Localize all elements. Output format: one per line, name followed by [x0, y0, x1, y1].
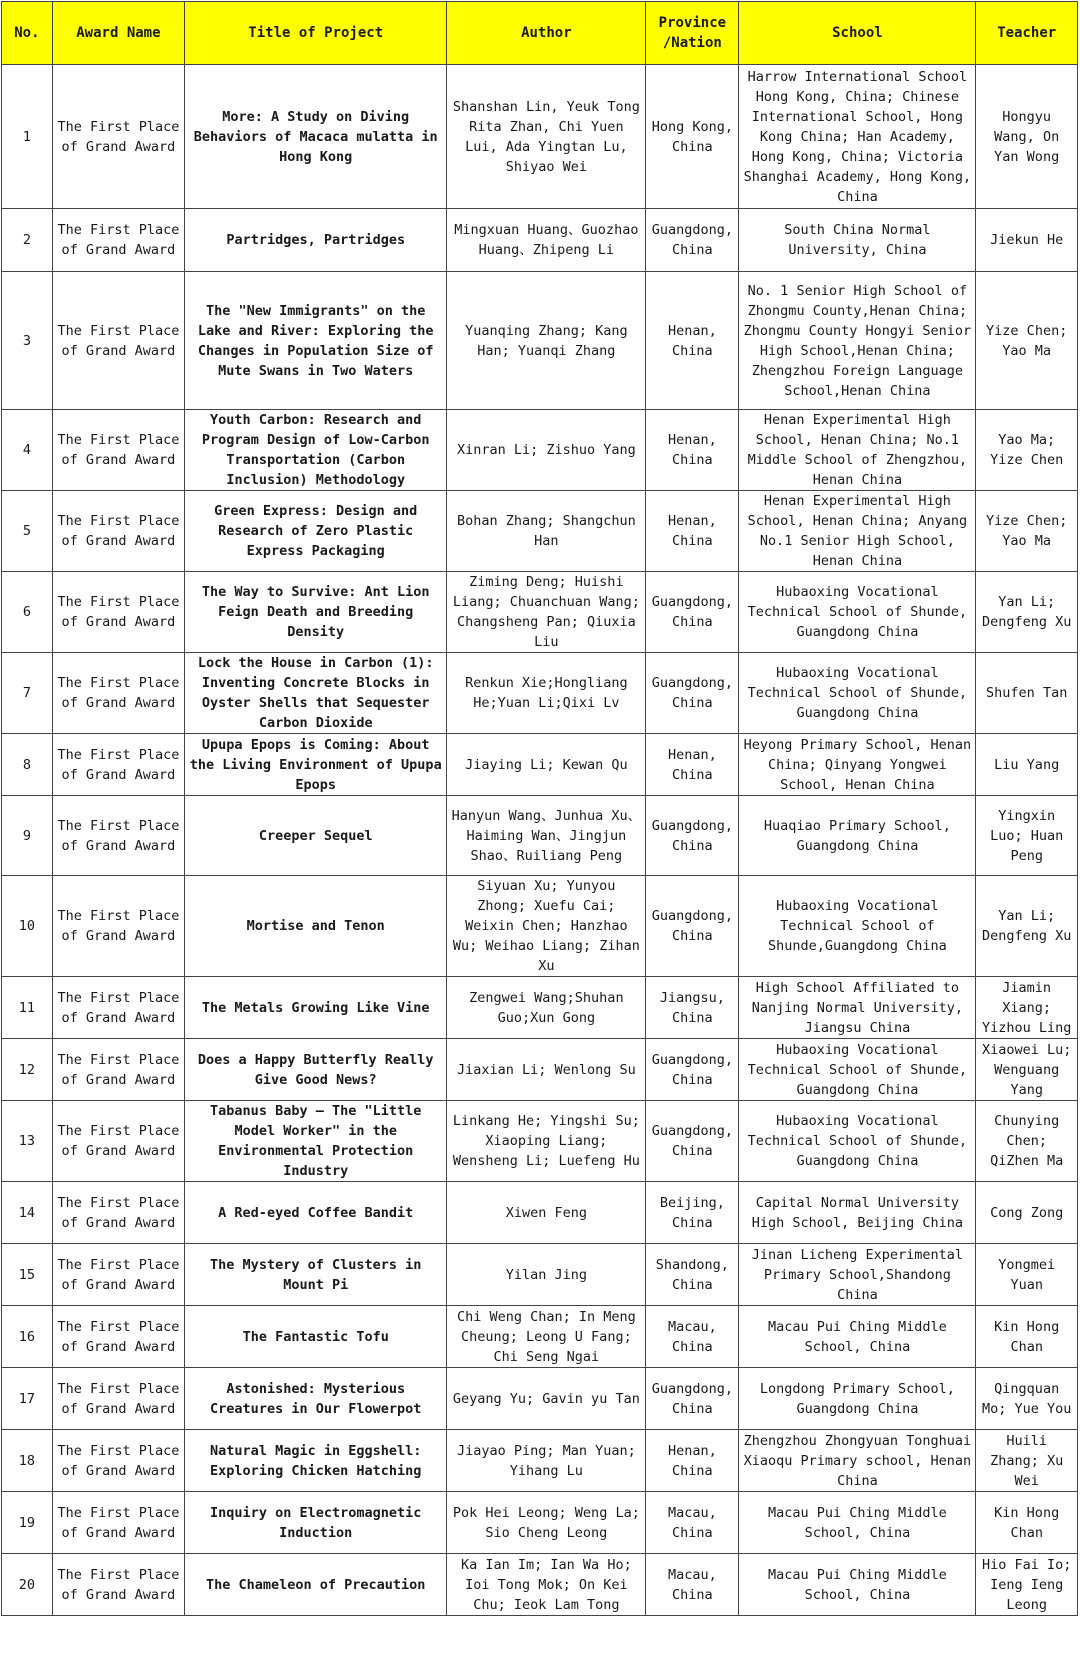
- cell-award-name: The First Place of Grand Award: [52, 410, 184, 491]
- cell-teacher: Yongmei Yuan: [976, 1244, 1078, 1306]
- cell-school: Hubaoxing Vocational Technical School of Shunde, Guangdong China: [739, 1101, 976, 1182]
- cell-teacher: Xiaowei Lu; Wenguang Yang: [976, 1039, 1078, 1101]
- cell-no: 6: [2, 572, 53, 653]
- cell-province: Guangdong, China: [646, 653, 739, 734]
- cell-title: A Red-eyed Coffee Bandit: [185, 1182, 447, 1244]
- cell-title: The Chameleon of Precaution: [185, 1554, 447, 1616]
- cell-teacher: Jiamin Xiang; Yizhou Ling: [976, 977, 1078, 1039]
- cell-province: Shandong, China: [646, 1244, 739, 1306]
- cell-award-name: The First Place of Grand Award: [52, 1101, 184, 1182]
- cell-no: 14: [2, 1182, 53, 1244]
- awards-table: [1, 1, 1078, 1616]
- cell-no: 5: [2, 491, 53, 572]
- cell-title: Astonished: Mysterious Creatures in Our Flowerpot: [185, 1368, 447, 1430]
- cell-award-name: The First Place of Grand Award: [52, 876, 184, 977]
- header-row: [2, 2, 1078, 65]
- cell-school: Longdong Primary School, Guangdong China: [739, 1368, 976, 1430]
- cell-award-name: The First Place of Grand Award: [52, 796, 184, 876]
- cell-author: Yilan Jing: [447, 1244, 646, 1306]
- table-row: [2, 1182, 1078, 1244]
- cell-title: Tabanus Baby — The "Little Model Worker" in the Environmental Protection Industry: [185, 1101, 447, 1182]
- cell-province: Guangdong, China: [646, 209, 739, 272]
- cell-award-name: The First Place of Grand Award: [52, 272, 184, 410]
- cell-title: Does a Happy Butterfly Really Give Good News?: [185, 1039, 447, 1101]
- cell-author: Chi Weng Chan; In Meng Cheung; Leong U Fang; Chi Seng Ngai: [447, 1306, 646, 1368]
- header-school: School: [739, 2, 976, 65]
- cell-author: Jiaying Li; Kewan Qu: [447, 734, 646, 796]
- cell-school: Harrow International School Hong Kong, China; Chinese International School, Hong Kong China; Han Academy, Hong Kong, China; Victoria Shanghai Academy, Hong Kong, China: [739, 65, 976, 209]
- cell-title: Creeper Sequel: [185, 796, 447, 876]
- table-body: [2, 65, 1078, 1616]
- cell-school: Hubaoxing Vocational Technical School of Shunde, Guangdong China: [739, 653, 976, 734]
- table-row: [2, 491, 1078, 572]
- cell-teacher: Kin Hong Chan: [976, 1306, 1078, 1368]
- cell-school: Hubaoxing Vocational Technical School of Shunde, Guangdong China: [739, 1039, 976, 1101]
- cell-no: 3: [2, 272, 53, 410]
- cell-no: 19: [2, 1492, 53, 1554]
- cell-author: Geyang Yu; Gavin yu Tan: [447, 1368, 646, 1430]
- table-row: [2, 272, 1078, 410]
- cell-school: Hubaoxing Vocational Technical School of Shunde,Guangdong China: [739, 876, 976, 977]
- cell-award-name: The First Place of Grand Award: [52, 1368, 184, 1430]
- cell-province: Guangdong, China: [646, 1039, 739, 1101]
- cell-teacher: Liu Yang: [976, 734, 1078, 796]
- cell-author: Siyuan Xu; Yunyou Zhong; Xuefu Cai; Weixin Chen; Hanzhao Wu; Weihao Liang; Zihan Xu: [447, 876, 646, 977]
- table-row: [2, 1244, 1078, 1306]
- header-author: Author: [447, 2, 646, 65]
- cell-author: Shanshan Lin, Yeuk Tong Rita Zhan, Chi Yuen Lui, Ada Yingtan Lu, Shiyao Wei: [447, 65, 646, 209]
- cell-award-name: The First Place of Grand Award: [52, 734, 184, 796]
- cell-province: Jiangsu, China: [646, 977, 739, 1039]
- cell-author: Xiwen Feng: [447, 1182, 646, 1244]
- cell-province: Henan, China: [646, 1430, 739, 1492]
- cell-teacher: Yan Li; Dengfeng Xu: [976, 572, 1078, 653]
- cell-teacher: Huili Zhang; Xu Wei: [976, 1430, 1078, 1492]
- cell-no: 1: [2, 65, 53, 209]
- cell-award-name: The First Place of Grand Award: [52, 209, 184, 272]
- cell-title: Upupa Epops is Coming: About the Living Environment of Upupa Epops: [185, 734, 447, 796]
- table-row: [2, 1492, 1078, 1554]
- cell-author: Pok Hei Leong; Weng La; Sio Cheng Leong: [447, 1492, 646, 1554]
- cell-school: Henan Experimental High School, Henan China; No.1 Middle School of Zhengzhou, Henan China: [739, 410, 976, 491]
- cell-province: Macau, China: [646, 1554, 739, 1616]
- cell-author: Yuanqing Zhang; Kang Han; Yuanqi Zhang: [447, 272, 646, 410]
- cell-teacher: Hio Fai Io; Ieng Ieng Leong: [976, 1554, 1078, 1616]
- cell-teacher: Cong Zong: [976, 1182, 1078, 1244]
- cell-teacher: Qingquan Mo; Yue You: [976, 1368, 1078, 1430]
- cell-title: Natural Magic in Eggshell: Exploring Chicken Hatching: [185, 1430, 447, 1492]
- table-row: [2, 209, 1078, 272]
- cell-province: Beijing, China: [646, 1182, 739, 1244]
- cell-award-name: The First Place of Grand Award: [52, 65, 184, 209]
- cell-teacher: Yize Chen; Yao Ma: [976, 272, 1078, 410]
- cell-province: Henan, China: [646, 272, 739, 410]
- cell-award-name: The First Place of Grand Award: [52, 1244, 184, 1306]
- cell-province: Guangdong, China: [646, 1101, 739, 1182]
- header-award-name: Award Name: [52, 2, 184, 65]
- cell-author: Jiayao Ping; Man Yuan; Yihang Lu: [447, 1430, 646, 1492]
- cell-author: Xinran Li; Zishuo Yang: [447, 410, 646, 491]
- cell-title: The Way to Survive: Ant Lion Feign Death and Breeding Density: [185, 572, 447, 653]
- cell-teacher: Shufen Tan: [976, 653, 1078, 734]
- table-row: [2, 653, 1078, 734]
- cell-school: Macau Pui Ching Middle School, China: [739, 1306, 976, 1368]
- cell-title: The "New Immigrants" on the Lake and River: Exploring the Changes in Population Size of Mute Swans in Two Waters: [185, 272, 447, 410]
- table-row: [2, 1554, 1078, 1616]
- cell-title: Lock the House in Carbon (1): Inventing Concrete Blocks in Oyster Shells that Sequester Carbon Dioxide: [185, 653, 447, 734]
- cell-school: Zhengzhou Zhongyuan Tonghuai Xiaoqu Primary school, Henan China: [739, 1430, 976, 1492]
- cell-school: Henan Experimental High School, Henan China; Anyang No.1 Senior High School, Henan China: [739, 491, 976, 572]
- cell-title: Mortise and Tenon: [185, 876, 447, 977]
- table-row: [2, 734, 1078, 796]
- table-row: [2, 1101, 1078, 1182]
- table-row: [2, 572, 1078, 653]
- cell-author: Renkun Xie;Hongliang He;Yuan Li;Qixi Lv: [447, 653, 646, 734]
- header-province: Province /Nation: [646, 2, 739, 65]
- cell-title: The Fantastic Tofu: [185, 1306, 447, 1368]
- cell-author: Hanyun Wang、Junhua Xu、Haiming Wan、Jingjun Shao、Ruiliang Peng: [447, 796, 646, 876]
- header-no: No.: [2, 2, 53, 65]
- cell-teacher: Yingxin Luo; Huan Peng: [976, 796, 1078, 876]
- cell-no: 15: [2, 1244, 53, 1306]
- cell-no: 9: [2, 796, 53, 876]
- cell-school: Macau Pui Ching Middle School, China: [739, 1492, 976, 1554]
- cell-title: The Mystery of Clusters in Mount Pi: [185, 1244, 447, 1306]
- cell-province: Guangdong, China: [646, 1368, 739, 1430]
- cell-award-name: The First Place of Grand Award: [52, 1306, 184, 1368]
- header-title: Title of Project: [185, 2, 447, 65]
- cell-title: Partridges, Partridges: [185, 209, 447, 272]
- cell-province: Hong Kong, China: [646, 65, 739, 209]
- cell-school: No. 1 Senior High School of Zhongmu County,Henan China; Zhongmu County Hongyi Senior High School,Henan China; Zhengzhou Foreign Language School,Henan China: [739, 272, 976, 410]
- table-row: [2, 1306, 1078, 1368]
- cell-author: Ka Ian Im; Ian Wa Ho; Ioi Tong Mok; On Kei Chu; Ieok Lam Tong: [447, 1554, 646, 1616]
- cell-no: 12: [2, 1039, 53, 1101]
- table-row: [2, 65, 1078, 209]
- cell-author: Ziming Deng; Huishi Liang; Chuanchuan Wang; Changsheng Pan; Qiuxia Liu: [447, 572, 646, 653]
- cell-no: 2: [2, 209, 53, 272]
- cell-no: 11: [2, 977, 53, 1039]
- cell-no: 13: [2, 1101, 53, 1182]
- header-teacher: Teacher: [976, 2, 1078, 65]
- cell-school: South China Normal University, China: [739, 209, 976, 272]
- table-row: [2, 796, 1078, 876]
- table-row: [2, 1368, 1078, 1430]
- cell-title: Green Express: Design and Research of Zero Plastic Express Packaging: [185, 491, 447, 572]
- cell-award-name: The First Place of Grand Award: [52, 1039, 184, 1101]
- cell-no: 16: [2, 1306, 53, 1368]
- cell-no: 7: [2, 653, 53, 734]
- cell-teacher: Yan Li; Dengfeng Xu: [976, 876, 1078, 977]
- cell-teacher: Kin Hong Chan: [976, 1492, 1078, 1554]
- table-row: [2, 876, 1078, 977]
- cell-teacher: Chunying Chen; QiZhen Ma: [976, 1101, 1078, 1182]
- cell-school: High School Affiliated to Nanjing Normal University, Jiangsu China: [739, 977, 976, 1039]
- cell-author: Jiaxian Li; Wenlong Su: [447, 1039, 646, 1101]
- cell-title: Youth Carbon: Research and Program Design of Low-Carbon Transportation (Carbon Inclusion) Methodology: [185, 410, 447, 491]
- cell-author: Zengwei Wang;Shuhan Guo;Xun Gong: [447, 977, 646, 1039]
- cell-award-name: The First Place of Grand Award: [52, 1554, 184, 1616]
- cell-province: Henan, China: [646, 734, 739, 796]
- cell-author: Linkang He; Yingshi Su; Xiaoping Liang; Wensheng Li; Luefeng Hu: [447, 1101, 646, 1182]
- cell-no: 20: [2, 1554, 53, 1616]
- cell-award-name: The First Place of Grand Award: [52, 977, 184, 1039]
- table-row: [2, 410, 1078, 491]
- cell-no: 17: [2, 1368, 53, 1430]
- cell-teacher: Yize Chen; Yao Ma: [976, 491, 1078, 572]
- cell-award-name: The First Place of Grand Award: [52, 653, 184, 734]
- cell-award-name: The First Place of Grand Award: [52, 1182, 184, 1244]
- cell-school: Hubaoxing Vocational Technical School of Shunde, Guangdong China: [739, 572, 976, 653]
- cell-title: More: A Study on Diving Behaviors of Macaca mulatta in Hong Kong: [185, 65, 447, 209]
- cell-author: Mingxuan Huang、Guozhao Huang、Zhipeng Li: [447, 209, 646, 272]
- cell-author: Bohan Zhang; Shangchun Han: [447, 491, 646, 572]
- table-row: [2, 1430, 1078, 1492]
- cell-title: The Metals Growing Like Vine: [185, 977, 447, 1039]
- cell-school: Huaqiao Primary School, Guangdong China: [739, 796, 976, 876]
- cell-school: Capital Normal University High School, Beijing China: [739, 1182, 976, 1244]
- cell-no: 18: [2, 1430, 53, 1492]
- cell-no: 4: [2, 410, 53, 491]
- cell-teacher: Jiekun He: [976, 209, 1078, 272]
- cell-province: Henan, China: [646, 410, 739, 491]
- table-row: [2, 977, 1078, 1039]
- cell-award-name: The First Place of Grand Award: [52, 1492, 184, 1554]
- table-row: [2, 1039, 1078, 1101]
- cell-province: Guangdong, China: [646, 796, 739, 876]
- cell-school: Heyong Primary School, Henan China; Qinyang Yongwei School, Henan China: [739, 734, 976, 796]
- cell-teacher: Yao Ma; Yize Chen: [976, 410, 1078, 491]
- cell-province: Macau, China: [646, 1492, 739, 1554]
- cell-teacher: Hongyu Wang, On Yan Wong: [976, 65, 1078, 209]
- cell-province: Henan, China: [646, 491, 739, 572]
- cell-school: Jinan Licheng Experimental Primary School,Shandong China: [739, 1244, 976, 1306]
- cell-province: Guangdong, China: [646, 876, 739, 977]
- cell-title: Inquiry on Electromagnetic Induction: [185, 1492, 447, 1554]
- cell-award-name: The First Place of Grand Award: [52, 1430, 184, 1492]
- cell-province: Guangdong, China: [646, 572, 739, 653]
- cell-no: 10: [2, 876, 53, 977]
- cell-award-name: The First Place of Grand Award: [52, 572, 184, 653]
- cell-school: Macau Pui Ching Middle School, China: [739, 1554, 976, 1616]
- cell-no: 8: [2, 734, 53, 796]
- cell-province: Macau, China: [646, 1306, 739, 1368]
- cell-award-name: The First Place of Grand Award: [52, 491, 184, 572]
